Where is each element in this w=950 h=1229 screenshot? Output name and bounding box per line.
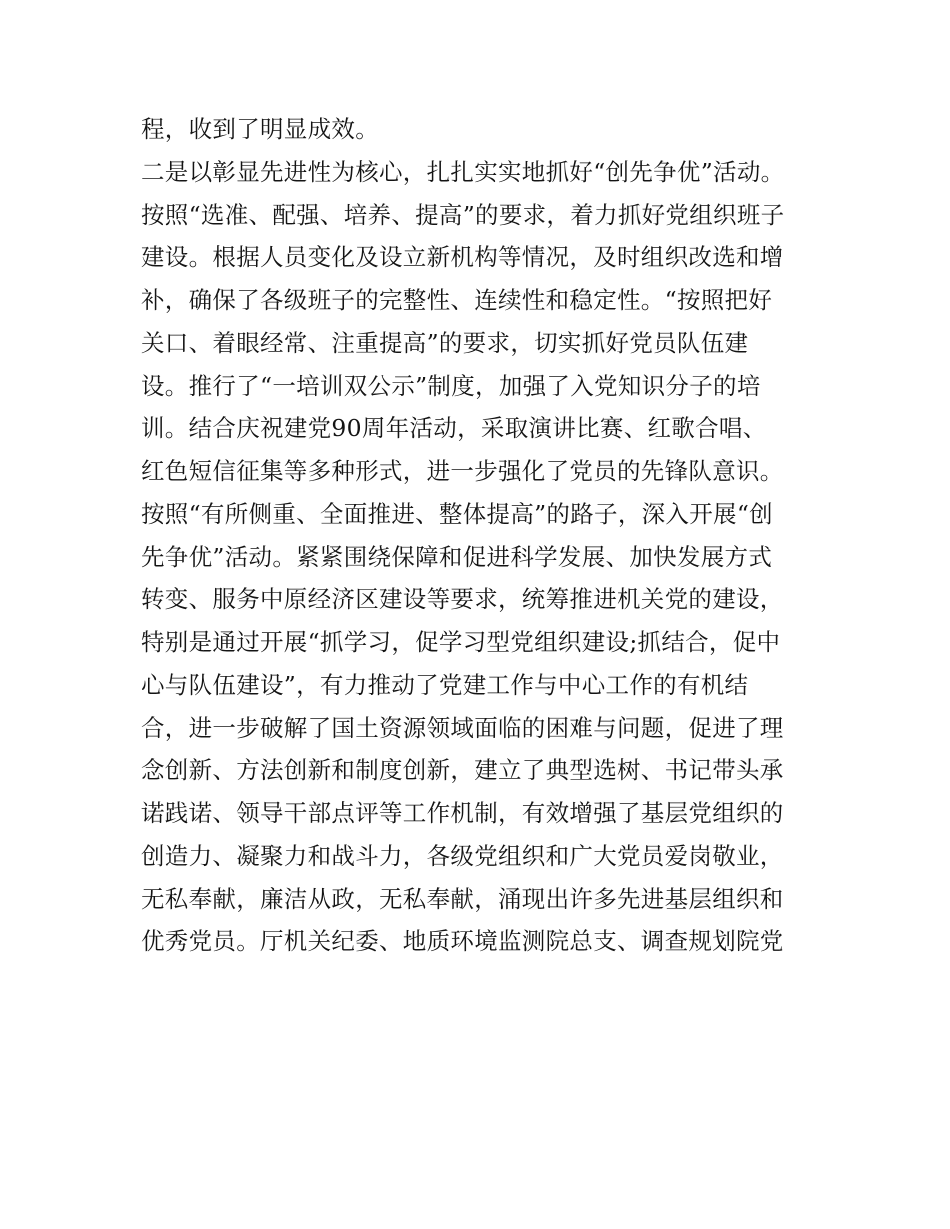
- text-line: 程，收到了明显成效。: [141, 115, 379, 143]
- text-line: 合，进一步破解了国土资源领域面临的困难与问题，促进了理: [141, 713, 784, 742]
- text-line: 红色短信征集等多种形式，进一步强化了党员的先锋队意识。: [141, 457, 784, 485]
- text-line: 训。结合庆祝建党90周年活动，采取演讲比赛、红歌合唱、: [141, 414, 767, 443]
- text-line: 按照“有所侧重、全面推进、整体提高”的路子，深入开展“创: [141, 499, 773, 528]
- text-line: 优秀党员。厅机关纪委、地质环境监测院总支、调查规划院党: [141, 927, 784, 956]
- text-line: 特别是通过开展“抓学习，促学习型党组织建设;抓结合，促中: [141, 628, 781, 656]
- text-line: 补，确保了各级班子的完整性、连续性和稳定性。“按照把好: [141, 286, 773, 314]
- text-line: 先争优”活动。紧紧围绕保障和促进科学发展、加快发展方式: [141, 542, 773, 571]
- body-text: [141, 108, 831, 963]
- text-line: 建设。根据人员变化及设立新机构等情况，及时组织改选和增: [141, 243, 784, 272]
- text-line: 按照“选准、配强、培养、提高”的要求，着力抓好党组织班子: [141, 200, 785, 229]
- text-line: 无私奉献，廉洁从政，无私奉献，涌现出许多先进基层组织和: [141, 884, 784, 913]
- text-line: 设。推行了“一培训双公示”制度，加强了入党知识分子的培: [141, 371, 761, 400]
- text-line: 创造力、凝聚力和战斗力，各级党组织和广大党员爱岗敬业，: [141, 841, 784, 870]
- text-line: 二是以彰显先进性为核心，扎扎实实地抓好“创先争优”活动。: [141, 157, 785, 186]
- text-line: 转变、服务中原经济区建设等要求，统筹推进机关党的建设，: [141, 585, 784, 614]
- text-line: 念创新、方法创新和制度创新，建立了典型选树、书记带头承: [141, 756, 784, 785]
- text-line: 心与队伍建设”，有力推动了党建工作与中心工作的有机结: [141, 670, 749, 699]
- text-line: 关口、着眼经常、注重提高”的要求，切实抓好党员队伍建: [141, 328, 749, 357]
- text-line: 诺践诺、领导干部点评等工作机制，有效增强了基层党组织的: [141, 799, 784, 827]
